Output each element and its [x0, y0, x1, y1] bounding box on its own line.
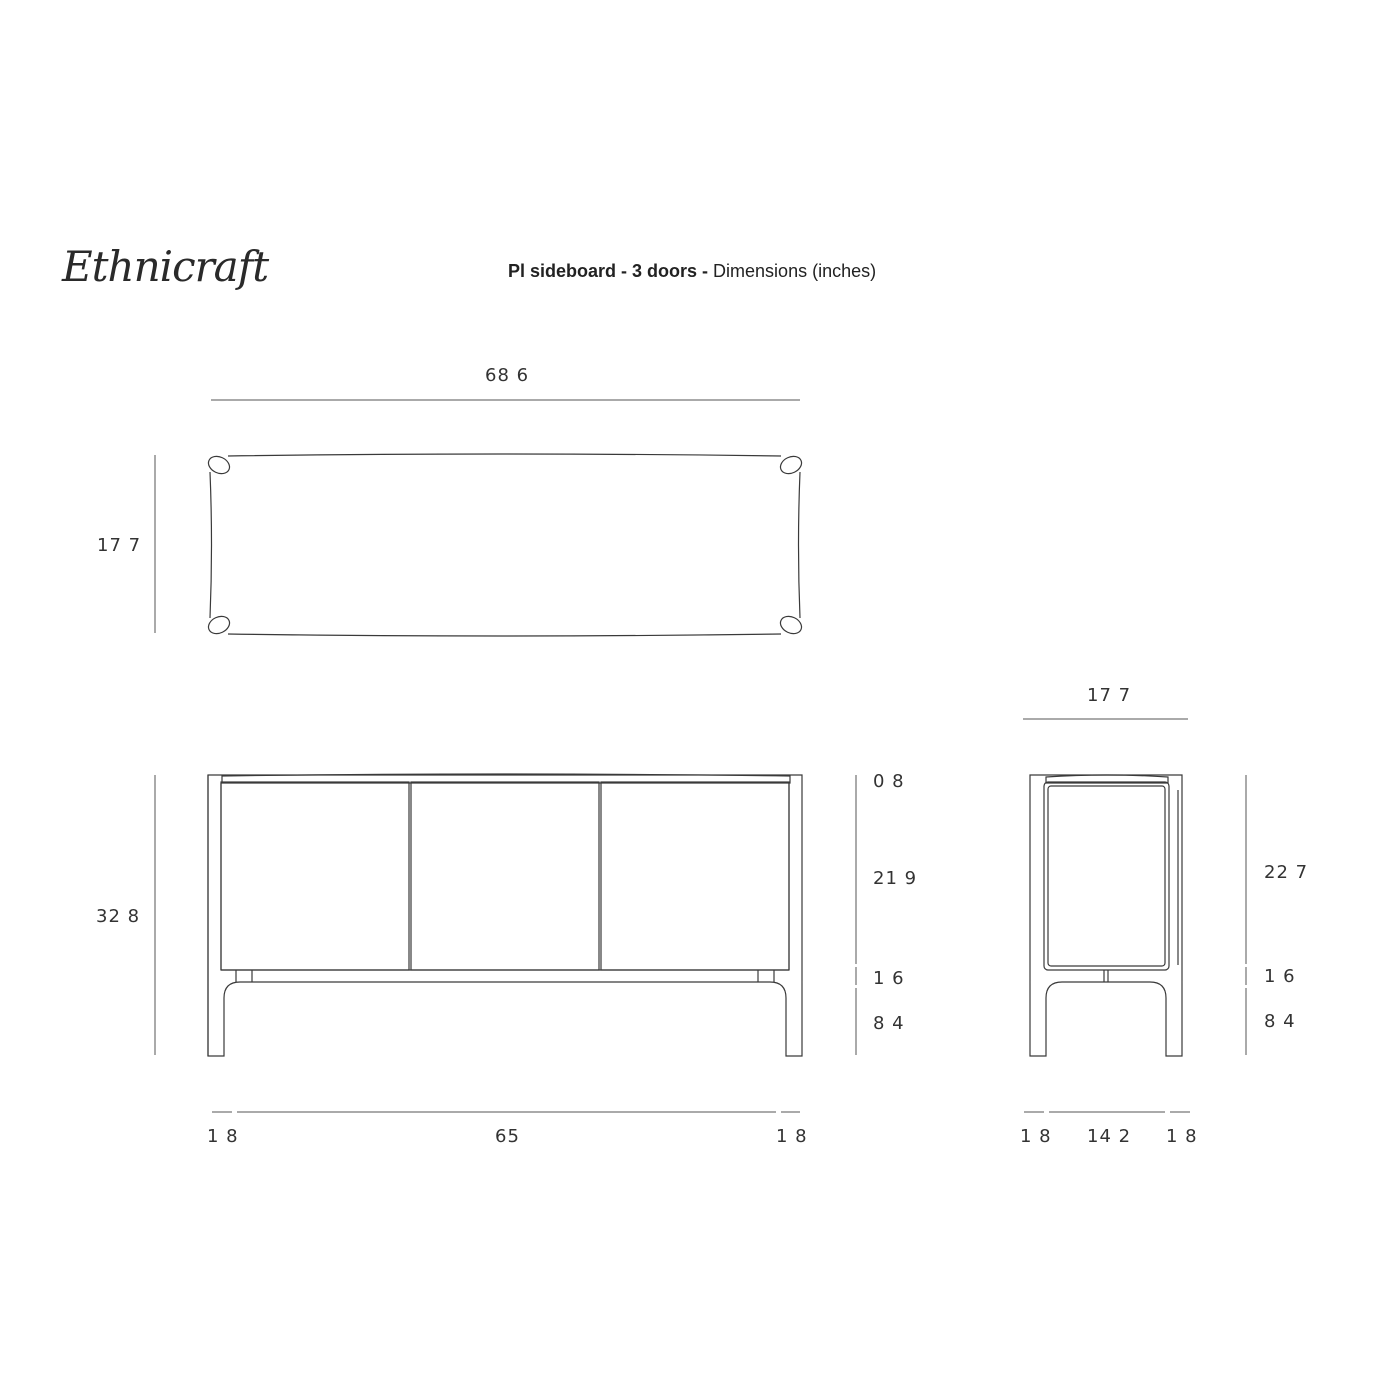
- tabletop-outline: [210, 454, 800, 636]
- product-name: Pl sideboard - 3 doors -: [508, 261, 709, 281]
- top-depth-label: 17 7: [97, 535, 142, 556]
- door-left: [221, 782, 409, 970]
- side-leg-height-label: 8 4: [1264, 1011, 1296, 1032]
- front-inner-width-label: 65: [495, 1126, 520, 1147]
- side-panel: [1044, 782, 1169, 970]
- side-depth-label: 17 7: [1087, 685, 1132, 706]
- side-rail-height-label: 1 6: [1264, 966, 1296, 987]
- side-frame: [1030, 775, 1182, 1056]
- front-view-drawing: [155, 774, 856, 1112]
- top-view-drawing: [155, 400, 804, 637]
- front-rail-height-label: 1 6: [873, 968, 905, 989]
- side-inner-depth-label: 14 2: [1087, 1126, 1132, 1147]
- front-door-height-label: 21 9: [873, 868, 918, 889]
- front-height-label: 32 8: [96, 906, 141, 927]
- side-door-height-label: 22 7: [1264, 862, 1309, 883]
- top-width-label: 68 6: [485, 365, 530, 386]
- side-leg-left-label: 1 8: [1020, 1126, 1052, 1147]
- brand-logo: Ethnicraft: [62, 242, 269, 291]
- title-suffix: Dimensions (inches): [713, 261, 877, 281]
- front-leg-left-label: 1 8: [207, 1126, 239, 1147]
- front-leg-height-label: 8 4: [873, 1013, 905, 1034]
- side-leg-right-label: 1 8: [1166, 1126, 1198, 1147]
- side-view-drawing: [1023, 719, 1246, 1112]
- door-right: [601, 782, 789, 970]
- front-top-thickness-label: 0 8: [873, 771, 905, 792]
- front-frame: [208, 775, 802, 1056]
- front-leg-right-label: 1 8: [776, 1126, 808, 1147]
- door-center: [411, 782, 599, 970]
